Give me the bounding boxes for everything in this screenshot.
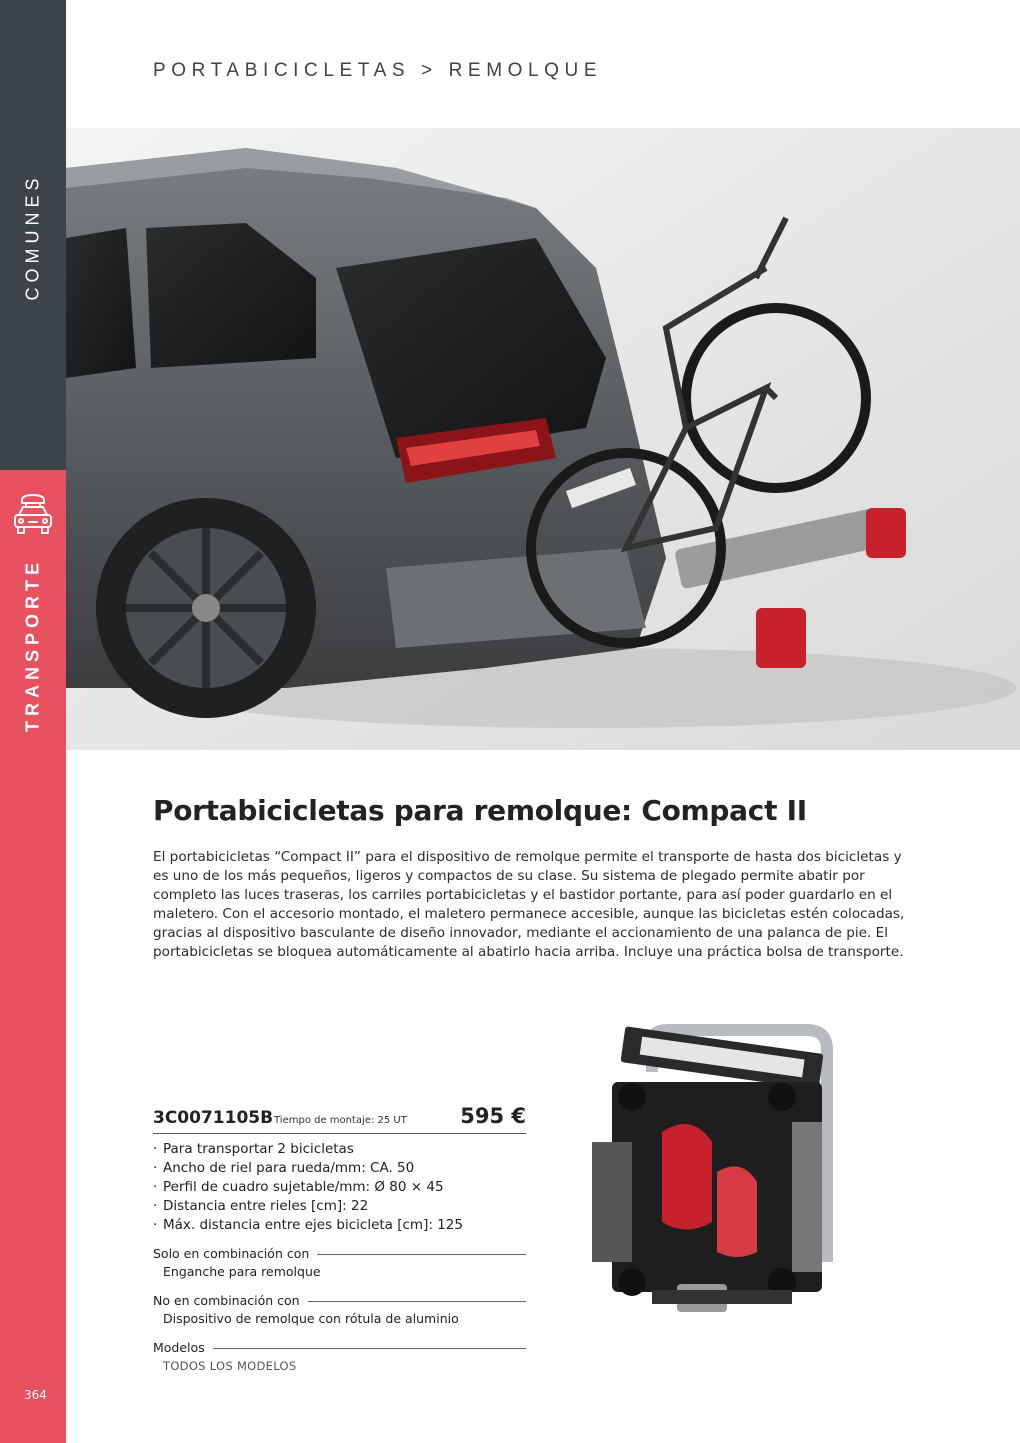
page-number: 364 <box>24 1388 47 1402</box>
list-item: · Perfil de cuadro sujetable/mm: Ø 80 × 45 <box>153 1179 444 1195</box>
product-title: Portabicicletas para remolque: Compact II <box>153 794 807 827</box>
not-with-row <box>153 1290 526 1308</box>
list-item: · Máx. distancia entre ejes bicicleta [cm]: 125 <box>153 1217 463 1233</box>
price: 595 € <box>460 1104 526 1128</box>
bullet: · <box>153 1141 158 1157</box>
bullet: · <box>153 1217 158 1233</box>
product-description: El portabicicletas “Compact II” para el dispositivo de remolque permite el transporte de hasta dos bicicletas y es uno de los más pequeños, ligeros y compactos de su clase. Su sistema de plegado permite abatir por completo las luces traseras, los carriles portabicicletas y el bastidor portante, para así poder guardarlo en el maletero. Con el accesorio montado, el maletero permanece accesible, aunque las bicicletas estén colocadas, gracias al dispositivo basculante de diseño innovador, mediante el accionamiento de una palanca de pie. El portabicicletas se bloquea automáticamente al abatirlo hacia arriba. Incluye una práctica bolsa de transporte. <box>153 849 905 960</box>
car-with-bike-carrier-photo <box>66 128 1020 750</box>
sidebar-label-comunes: COMUNES <box>22 173 43 301</box>
product-spec-block <box>153 1104 526 1376</box>
only-with-row <box>153 1243 526 1261</box>
not-with-value: Dispositivo de remolque con rótula de aluminio <box>163 1311 459 1326</box>
not-with-label: No en combinación con <box>153 1293 308 1308</box>
models-label: Modelos <box>153 1340 213 1355</box>
spec-header <box>153 1104 526 1134</box>
list-item: · Ancho de riel para rueda/mm: CA. 50 <box>153 1160 415 1176</box>
feature-list <box>153 1140 526 1235</box>
list-item: · Distancia entre rieles [cm]: 22 <box>153 1198 369 1214</box>
only-with-value: Enganche para remolque <box>163 1264 321 1279</box>
only-with-label: Solo en combinación con <box>153 1246 317 1261</box>
models-row <box>153 1337 526 1355</box>
breadcrumb: PORTABICICLETAS > REMOLQUE <box>153 60 603 81</box>
bullet: · <box>153 1198 158 1214</box>
part-number: 3C0071105B <box>153 1108 274 1128</box>
list-item: · Para transportar 2 bicicletas <box>153 1141 354 1157</box>
bullet: · <box>153 1160 158 1176</box>
sidebar-label-transporte: TRANSPORTE <box>22 557 43 733</box>
bullet: · <box>153 1179 158 1195</box>
folded-bike-carrier-photo <box>592 1022 872 1322</box>
models-value: TODOS LOS MODELOS <box>163 1359 297 1373</box>
fitting-time: Tiempo de montaje: 25 UT <box>274 1115 407 1126</box>
car-roofbox-icon <box>10 493 56 537</box>
